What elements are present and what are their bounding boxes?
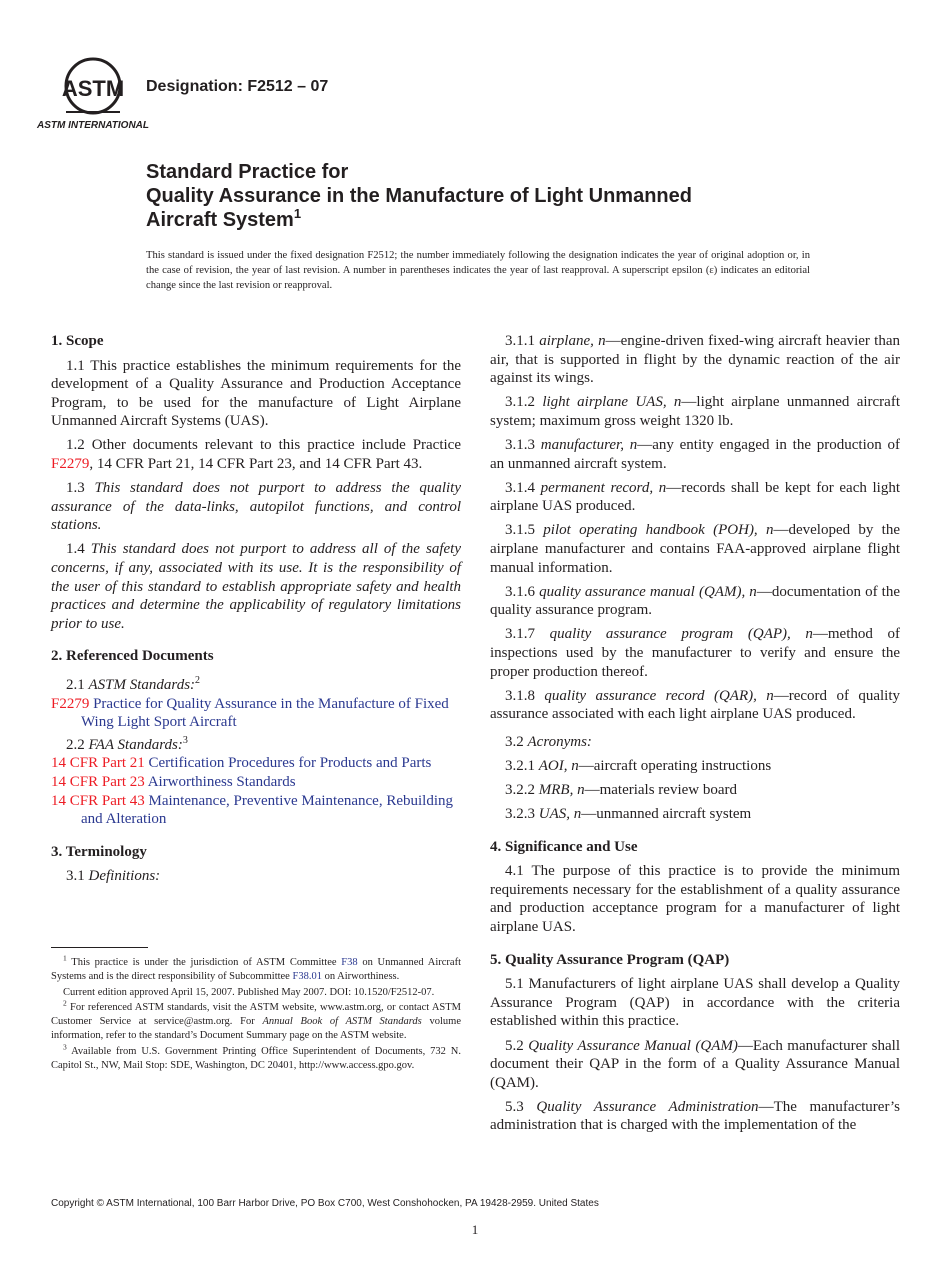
fn-text: For referenced ASTM standards, visit the ASTM website, www.astm.org, or contact ASTM Customer Service at service@astm.org. For	[51, 1001, 461, 1028]
section-heading-significance: 4. Significance and Use	[490, 838, 638, 855]
title-line-3	[146, 208, 906, 232]
definition-3-1-6	[490, 583, 900, 620]
section-heading-terminology: 3. Terminology	[51, 843, 147, 860]
paragraph-5-3	[490, 1098, 900, 1135]
title-line-2: Quality Assurance in the Manufacture of Light Unmanned	[146, 185, 692, 207]
def-text: —engine-driven fixed-wing aircraft heavier than air, that is supported in flight by the dynamic reaction of the air against its wings.	[490, 333, 900, 387]
acronym-3-2-1	[490, 757, 900, 776]
p-term: Quality Assurance Manual (QAM)	[528, 1037, 738, 1054]
def-num: 3.1.2	[505, 394, 543, 411]
reference-f2279[interactable]	[51, 695, 461, 732]
fn-mark: 2	[63, 998, 67, 1008]
def-num: 3.1.4	[505, 479, 541, 496]
right-column	[490, 332, 900, 1140]
reference-14cfr23[interactable]	[51, 773, 461, 792]
acr-text: —materials review board	[584, 781, 738, 798]
astm-logo	[36, 58, 150, 132]
p-term: Quality Assurance Administration	[536, 1098, 759, 1115]
fn-text: on Unmanned Aircraft Systems and is the direct responsibility of Subcommittee	[51, 957, 461, 983]
acronym-3-2-2	[490, 781, 900, 800]
footnotes	[51, 953, 461, 1074]
p2-text-b: , 14 CFR Part 21, 14 CFR Part 23, and 14 CFR Part 43.	[89, 456, 423, 473]
def-text: —record of quality assurance associated with each light airplane UAS produced.	[490, 687, 901, 723]
paragraph-5-1: 5.1 Manufacturers of light airplane UAS shall develop a Quality Assurance Program (QAP) in accordance with the criteria established within this practice.	[490, 976, 900, 1030]
fn-mark: 3	[63, 1042, 67, 1052]
paragraph-1-2	[51, 436, 461, 473]
designation: Designation: F2512 – 07	[146, 78, 329, 95]
fn-italic: Annual Book of ASTM Standards	[262, 1016, 422, 1028]
link-f2279[interactable]: F2279	[51, 456, 90, 473]
faa-num: 2.2	[66, 736, 89, 753]
paragraph-4-1: 4.1 The purpose of this practice is to provide the minimum requirements necessary for the establishment of a quality assurance and production acceptance program for a manufacturer of light airplane UAS.	[490, 863, 900, 936]
faa-sup: 3	[182, 734, 188, 746]
astm-standards-label	[51, 672, 461, 695]
footnote-2	[51, 998, 461, 1044]
def-text: —method of inspections used by the manufacturer to verify and ensure the proper production thereof.	[490, 626, 900, 680]
acr-num: 3.2.1	[505, 757, 539, 774]
definition-3-1-4	[490, 479, 900, 516]
acr-num: 3.2.3	[505, 806, 539, 823]
def-num: 3.1	[66, 868, 89, 885]
p4-num: 1.4	[66, 541, 91, 558]
astm-num: 2.1	[66, 677, 89, 693]
paragraph-1-3	[51, 479, 461, 535]
ref-title[interactable]: Certification Procedures for Products and Parts	[144, 755, 432, 772]
definition-3-1-3	[490, 436, 900, 473]
astm-label: ASTM Standards:	[88, 677, 196, 693]
p3-text: This standard does not purport to address the quality assurance of the data-links, autopilot functions, and control stations.	[51, 480, 462, 534]
acr-label: Acronyms:	[527, 733, 592, 750]
def-term: airplane, n	[539, 333, 606, 349]
p-num: 5.3	[505, 1098, 537, 1115]
definition-3-1-7	[490, 625, 900, 681]
reference-14cfr43[interactable]	[51, 792, 461, 829]
fn-text: on Airworthiness.	[321, 971, 400, 983]
paragraph-1-1: 1.1 This practice establishes the minimum requirements for the development of a Quality Assurance and Production Acceptance Program, to be used for the manufacture of Light Airplane Unmanned Aircraft Systems (UAS).	[51, 357, 461, 430]
astm-sup: 2	[195, 675, 201, 686]
acr-num: 3.2	[505, 733, 528, 750]
ref-code[interactable]: 14 CFR Part 23	[51, 773, 145, 790]
def-num: 3.1.6	[505, 583, 540, 600]
def-label: Definitions:	[88, 868, 161, 885]
def-num: 3.1.1	[505, 333, 540, 349]
paragraph-5-2	[490, 1037, 900, 1093]
logo-text: ASTM INTERNATIONAL	[36, 120, 150, 131]
def-text: —developed by the airplane manufacturer and contains FAA-approved airplane flight manual information.	[490, 522, 900, 576]
page-number: 1	[471, 1222, 479, 1237]
def-num: 3.1.3	[505, 436, 541, 453]
faa-standards-label	[51, 732, 461, 755]
ref-code[interactable]: F2279	[51, 695, 90, 712]
def-text: —documentation of the quality assurance program.	[490, 583, 901, 619]
fn-text: This practice is under the jurisdiction of ASTM Committee	[66, 957, 342, 968]
footnote-edition: Current edition approved April 15, 2007. Published May 2007. DOI: 10.1520/F2512-07.	[63, 986, 435, 998]
definition-3-1-1	[490, 332, 900, 388]
acr-term: UAS, n	[538, 806, 582, 823]
def-term: quality assurance manual (QAM), n	[539, 583, 757, 600]
p-num: 5.2	[505, 1037, 529, 1054]
def-term: permanent record, n	[540, 479, 667, 496]
acronym-3-2-3	[490, 805, 900, 824]
document-title	[146, 160, 906, 232]
section-heading-scope: 1. Scope	[51, 333, 104, 349]
def-num: 3.1.8	[505, 687, 545, 704]
footnote-rule	[51, 947, 148, 948]
definition-3-1-5	[490, 521, 900, 577]
section-heading-qap: 5. Quality Assurance Program (QAP)	[490, 951, 730, 968]
acr-text: —aircraft operating instructions	[578, 757, 772, 774]
def-term: quality assurance record (QAR), n	[544, 687, 774, 704]
ref-title[interactable]: Maintenance, Preventive Maintenance, Rebuilding and Alteration	[81, 792, 453, 828]
title-footnote-mark: 1	[293, 206, 302, 221]
p3-num: 1.3	[66, 480, 95, 497]
title-line-3-text: Aircraft System	[146, 209, 294, 231]
issue-note: This standard is issued under the fixed designation F2512; the number immediately following the designation indicates the year of original adoption or, in the case of revision, the year of last revision. A number in parentheses indicates the year of last reapproval. A superscript epsilon (ε) indicates an editorial change since the last revision or reapproval.	[146, 250, 810, 291]
left-column	[51, 332, 461, 891]
ref-code[interactable]: 14 CFR Part 43	[51, 792, 145, 809]
def-term: light airplane UAS, n	[542, 394, 682, 411]
def-term: pilot operating handbook (POH), n	[543, 522, 774, 539]
definition-3-1-8	[490, 687, 900, 724]
title-line-1: Standard Practice for	[146, 161, 349, 183]
def-text: —any entity engaged in the production of an unmanned aircraft system.	[490, 436, 900, 472]
acronyms-label	[490, 733, 900, 752]
ref-title[interactable]: Practice for Quality Assurance in the Manufacture of Fixed Wing Light Sport Aircraft	[81, 695, 449, 731]
acr-term: AOI, n	[538, 757, 579, 774]
p2-text-a: 1.2 Other documents relevant to this practice include Practice	[66, 437, 461, 454]
acr-num: 3.2.2	[505, 781, 539, 798]
reference-14cfr21[interactable]	[51, 754, 461, 773]
fn-mark: 1	[63, 953, 67, 963]
fn-text: volume information, refer to the standard’s Document Summary page on the ASTM website.	[51, 1016, 461, 1042]
definitions-label	[51, 867, 461, 886]
link-f38-01[interactable]: F38.01	[292, 971, 322, 983]
definition-3-1-2	[490, 393, 900, 430]
def-num: 3.1.5	[505, 522, 544, 539]
acr-text: —unmanned aircraft system	[581, 806, 752, 823]
def-term: quality assurance program (QAP), n	[549, 626, 813, 643]
p4-text: This standard does not purport to address all of the safety concerns, if any, associated with its use. It is the responsibility of the user of this standard to establish appropriate safety and health practices and determine the applicability of regulatory limitations prior to use.	[51, 541, 461, 632]
def-text: —light airplane unmanned aircraft system; maximum gross weight 1320 lb.	[490, 394, 901, 429]
p-text: —Each manufacturer shall document their QAP in the form of a Quality Assurance Manual (QAM).	[490, 1037, 900, 1091]
fn-text: Available from U.S. Government Printing Office Superintendent of Documents, 732 N. Capitol St., NW, Mail Stop: SDE, Washington, DC 20401, http://www.access.gpo.gov.	[51, 1045, 461, 1072]
svg-text:ASTM: ASTM	[61, 76, 125, 101]
p-text: —The manufacturer’s administration that is charged with the implementation of the	[490, 1098, 901, 1134]
ref-code[interactable]: 14 CFR Part 21	[51, 755, 145, 772]
footnote-3	[51, 1042, 461, 1074]
def-text: —records shall be kept for each light airplane UAS produced.	[490, 479, 901, 515]
copyright: Copyright © ASTM International, 100 Barr Harbor Drive, PO Box C700, West Conshohocken, PA 19428-2959. United States	[51, 1198, 599, 1209]
ref-title[interactable]: Airworthiness Standards	[144, 773, 296, 790]
acr-term: MRB, n	[538, 781, 585, 798]
def-num: 3.1.7	[505, 626, 550, 643]
faa-label: FAA Standards:	[88, 736, 183, 753]
footnote-1	[51, 953, 461, 985]
link-f38[interactable]: F38	[341, 957, 358, 968]
section-heading-referenced: 2. Referenced Documents	[51, 648, 214, 665]
paragraph-1-4	[51, 540, 461, 633]
def-term: manufacturer, n	[540, 436, 638, 453]
